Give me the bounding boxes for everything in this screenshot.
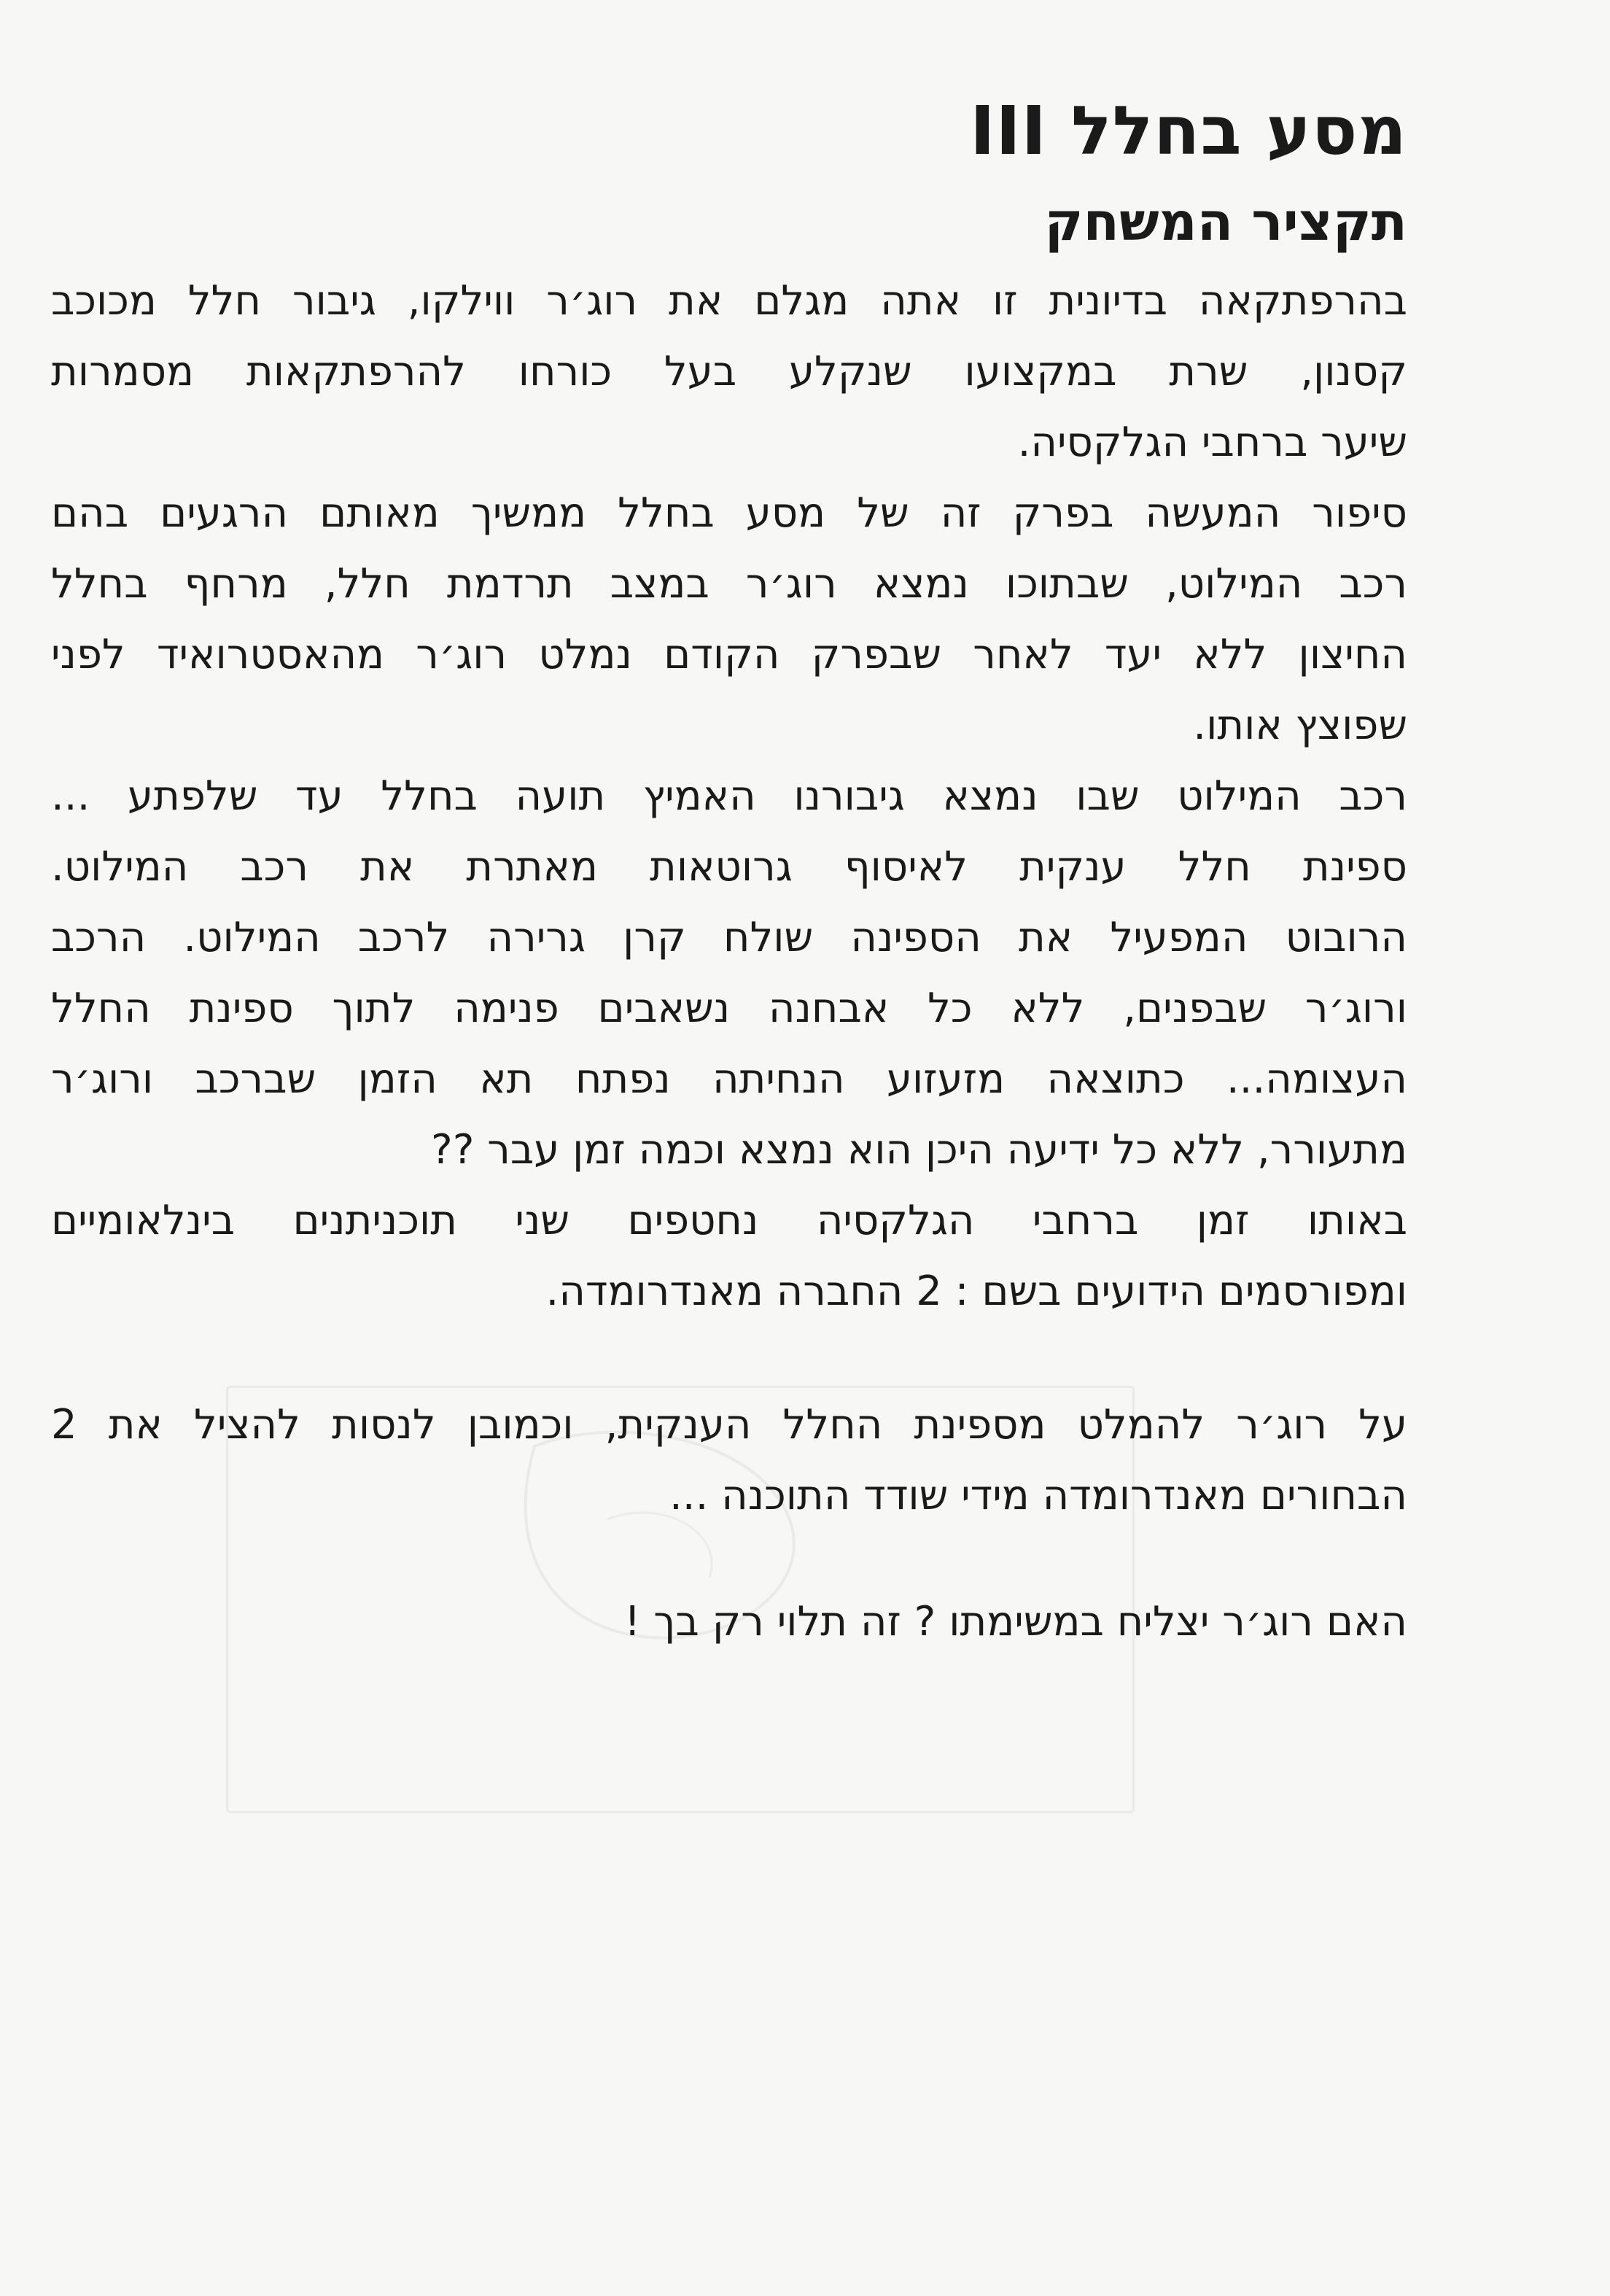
text-line: סיפור המעשה בפרק זה של מסע בחלל ממשיך מאותם הרגעים בהם: [51, 489, 1407, 537]
text-line: קסנון, שרת במקצועו שנקלע בעל כורחו להרפתקאות מסמרות: [51, 348, 1407, 395]
text-line: ספינת חלל ענקית לאיסוף גרוטאות מאתרת את רכב המילוט.: [51, 843, 1407, 891]
paragraph-escape-pod: [51, 761, 1407, 1185]
paragraph-kidnapping: [51, 1185, 1407, 1327]
section-heading: תקציר המשחק: [1044, 191, 1407, 252]
text-line: ומפורסמים הידועים בשם : 2 החברה מאנדרומדה.: [545, 1268, 1407, 1315]
text-line: הבחורים מאנדרומדה מידי שודד התוכנה ...: [669, 1472, 1407, 1519]
text-line: על רוג׳ר להמלט מספינת החלל הענקית, וכמובן לנסות להציל את 2: [51, 1401, 1407, 1448]
text-line: בהרפתקאה בדיונית זו אתה מגלם את רוג׳ר ווילקו, גיבור חלל מכוכב: [51, 277, 1407, 325]
text-line: הרובוט המפעיל את הספינה שולח קרן גרירה לרכב המילוט. הרכב: [51, 914, 1407, 961]
text-line: מתעורר, ללא כל ידיעה היכן הוא נמצא וכמה זמן עבר ??: [431, 1126, 1407, 1174]
paragraph-spacer: [51, 1327, 1407, 1389]
text-line: רכב המילוט שבו נמצא גיבורנו האמיץ תועה בחלל עד שלפתע ...: [51, 772, 1407, 820]
text-line: באותו זמן ברחבי הגלקסיה נחטפים שני תוכניתנים בינלאומיים: [51, 1197, 1407, 1244]
text-line: העצומה... כתוצאה מזעזוע הנחיתה נפתח תא הזמן שברכב ורוג׳ר: [51, 1055, 1407, 1103]
text-line: שפוצץ אותו.: [1193, 702, 1407, 749]
text-line: האם רוג׳ר יצליח במשימתו ? זה תלוי רק בך !: [624, 1598, 1407, 1645]
paragraph-mission: [51, 1389, 1407, 1531]
paragraph-intro: [51, 265, 1407, 478]
text-line: ורוג׳ר שבפנים, ללא כל אבחנה נשאבים פנימה לתוך ספינת החלל: [51, 985, 1407, 1032]
text-line: החיצון ללא יעד לאחר שבפרק הקודם נמלט רוג׳ר מהאסטרואיד לפני: [51, 631, 1407, 678]
text-line: רכב המילוט, שבתוכו נמצא רוג׳ר במצב תרדמת חלל, מרחף בחלל: [51, 560, 1407, 608]
paragraph-story: [51, 478, 1407, 761]
document-title: מסע בחלל III: [970, 92, 1407, 170]
text-line: שיער ברחבי הגלקסיה.: [1017, 419, 1407, 466]
document-body: [51, 88, 1407, 1657]
paragraph-closing-question: [51, 1586, 1407, 1657]
paragraph-spacer: [51, 1531, 1407, 1586]
